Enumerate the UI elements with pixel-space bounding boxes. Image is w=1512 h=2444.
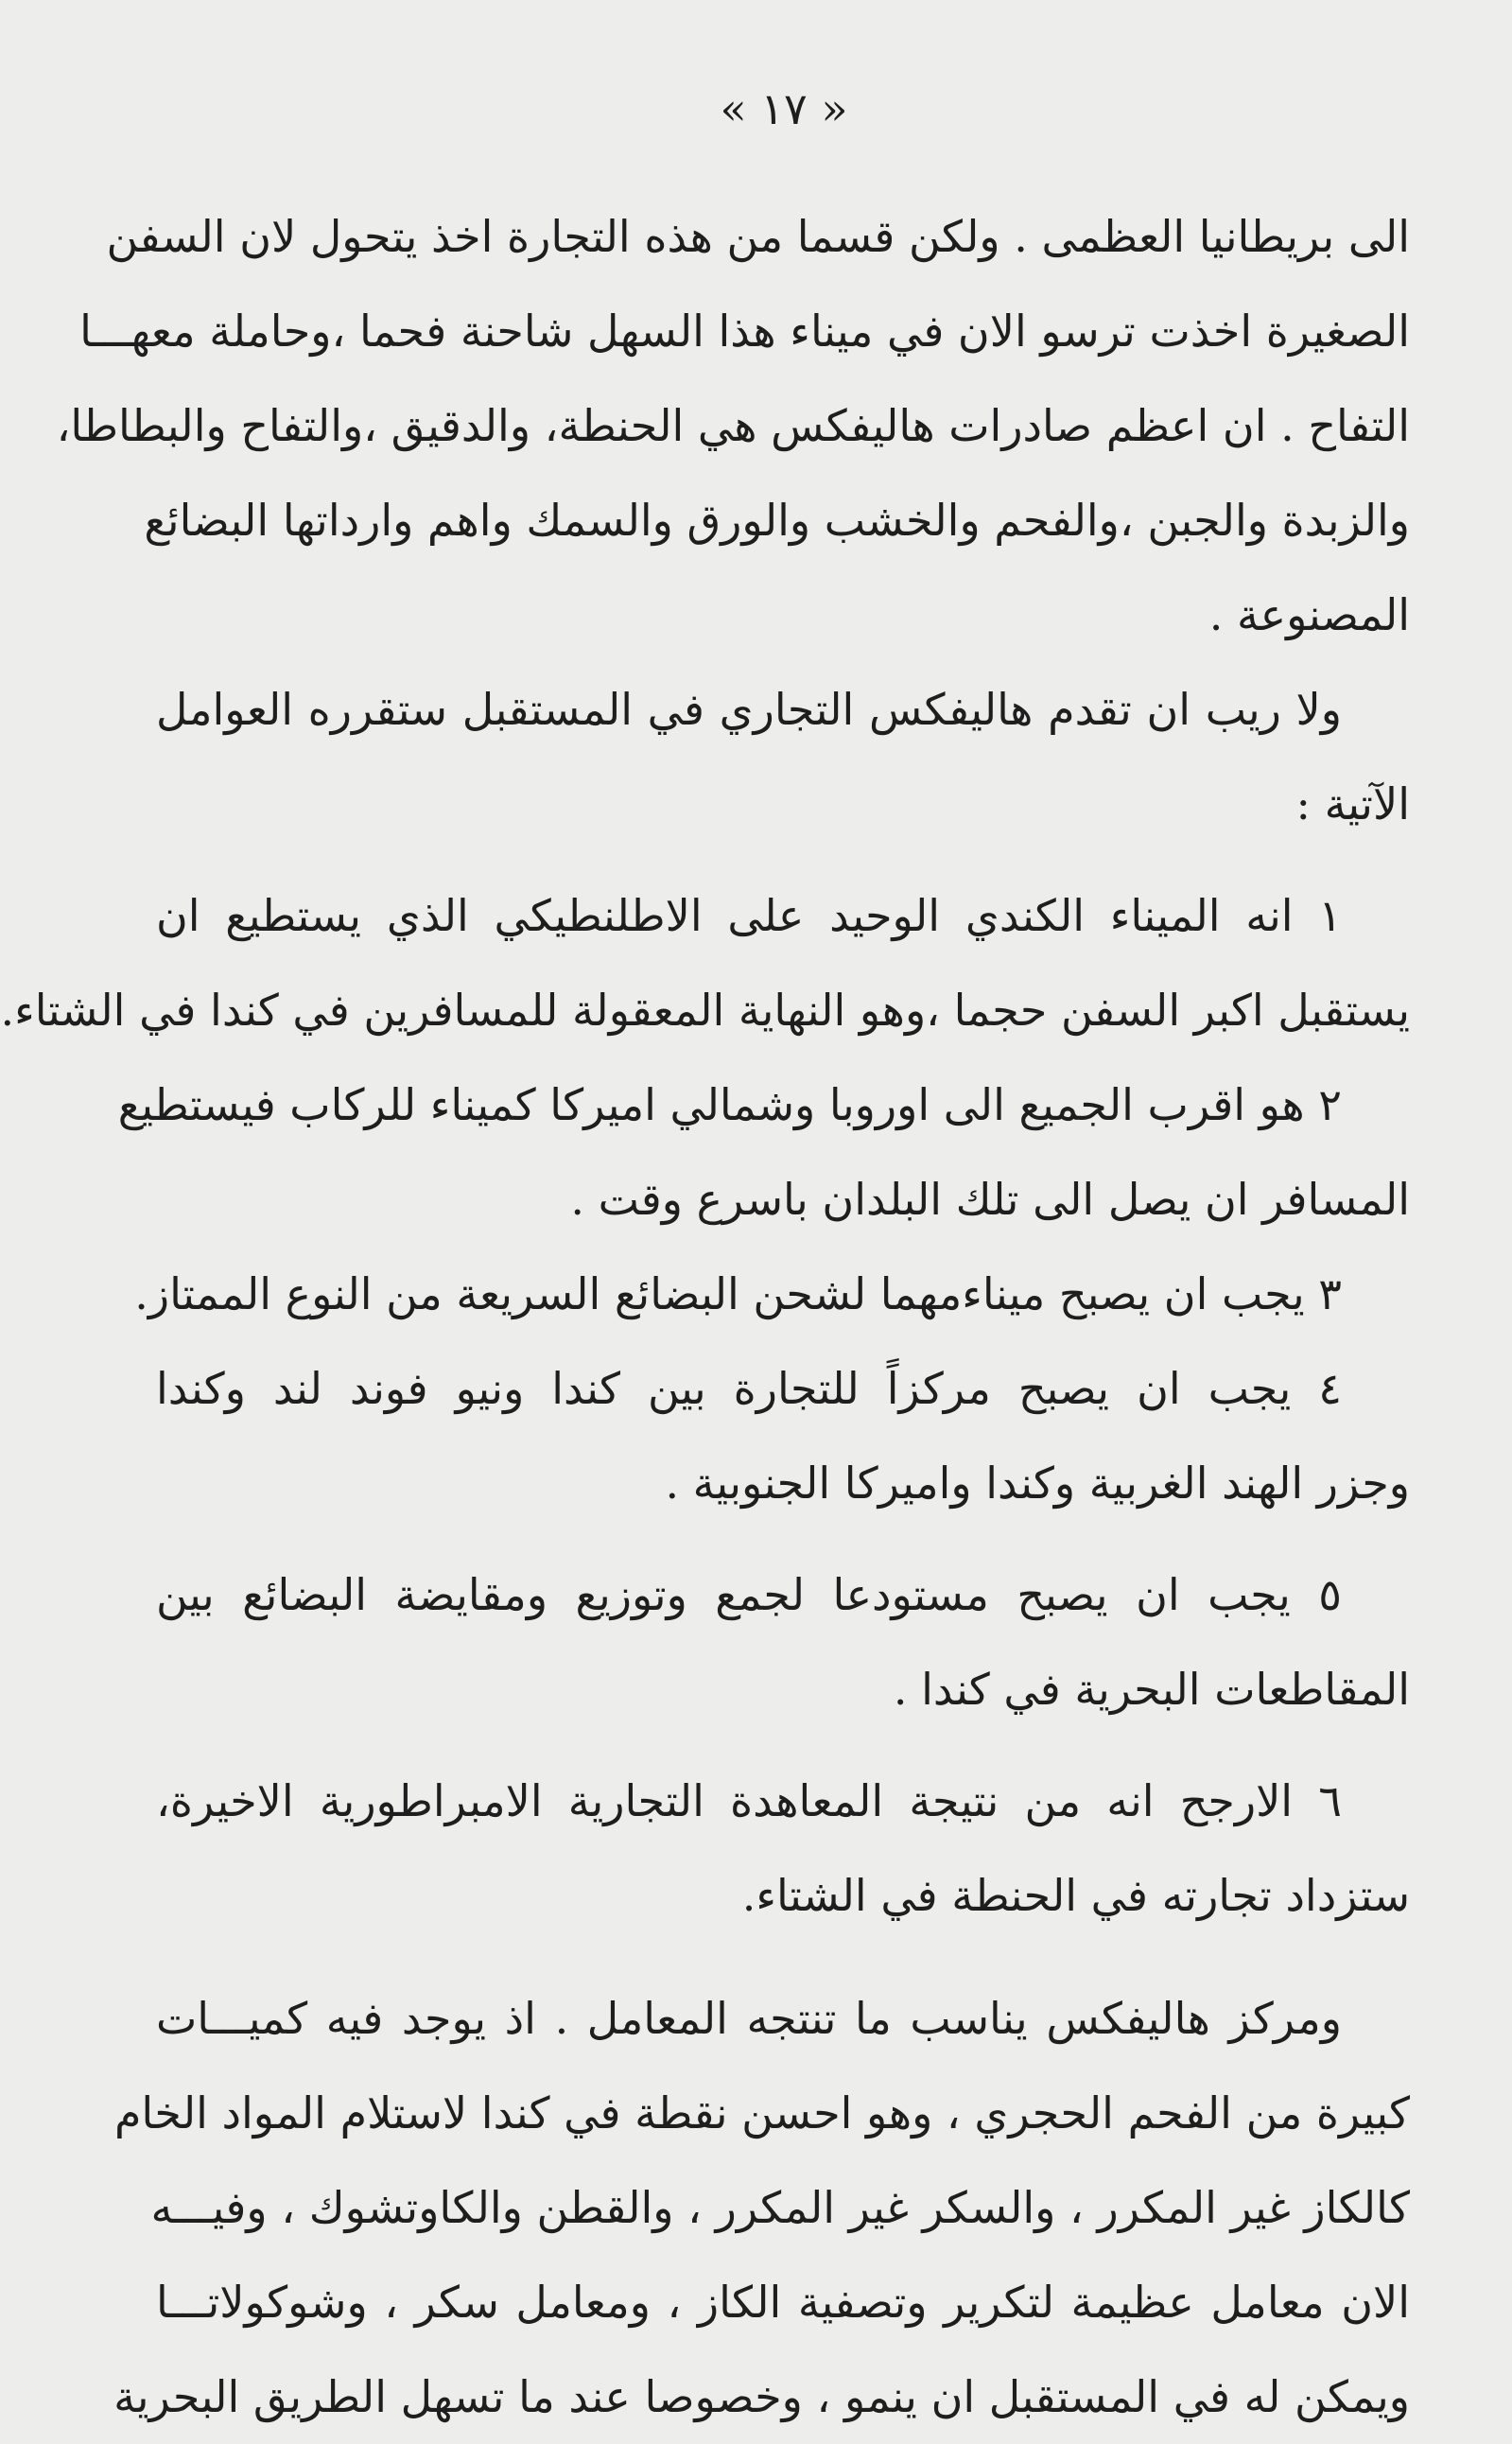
paragraph-industry	[113, 1971, 1410, 2444]
text-line: وجزر الهند الغربية وكندا واميركا الجنوبية .	[665, 1458, 1410, 1509]
text-line: ومركز هاليفكس يناسب ما تنتجه المعامل . اذ يوجد فيه كميـــات	[156, 1993, 1342, 2044]
text-line: كالكاز غير المكرر ، والسكر غير المكرر ، والقطن والكاوتشوك ، وفيـــه	[150, 2182, 1410, 2233]
text-line: يستقبل اكبر السفن حجما ،وهو النهاية المعقولة للمسافرين في كندا في الشتاء.	[0, 985, 1410, 1036]
text-line: ٥ يجب ان يصبح مستودعا لجمع وتوزيع ومقايضة البضائع بين	[156, 1569, 1342, 1620]
text-line: الان معامل عظيمة لتكرير وتصفية الكاز ، ومعامل سكر ، وشوكولاتـــا	[156, 2277, 1410, 2328]
text-line: الصغيرة اخذت ترسو الان في ميناء هذا السهل شاحنة فحما ،وحاملة معهـــا	[79, 306, 1410, 357]
factor-item-2	[117, 1057, 1410, 1247]
text-line: التفاح . ان اعظم صادرات هاليفكس هي الحنطة، والدقيق ،والتفاح والبطاطا،	[56, 400, 1410, 451]
text-line: ويمكن له في المستقبل ان ينمو ، وخصوصا عند ما تسهل الطريق البحرية	[113, 2371, 1410, 2422]
text-line: الآتية :	[1295, 778, 1410, 829]
text-line: المقاطعات البحرية في كندا .	[893, 1664, 1410, 1715]
page-body	[0, 189, 1410, 2444]
text-line: والزبدة والجبن ،والفحم والخشب والورق والسمك واهم وارداتها البضائع	[144, 495, 1410, 546]
text-line: ٢ هو اقرب الجميع الى اوروبا وشمالي اميركا كميناء للركاب فيستطيع	[117, 1079, 1342, 1130]
text-line: الى بريطانيا العظمى . ولكن قسما من هذه التجارة اخذ يتحول لان السفن	[106, 211, 1410, 262]
factor-item-6	[156, 1754, 1410, 1943]
text-line: المصنوعة .	[1208, 589, 1410, 640]
factor-item-1	[0, 868, 1410, 1057]
text-line: المسافر ان يصل الى تلك البلدان باسرع وقت .	[570, 1174, 1410, 1225]
text-line: ١ انه الميناء الكندي الوحيد على الاطلنطيكي الذي يستطيع ان	[156, 890, 1342, 941]
factor-item-3	[134, 1247, 1410, 1341]
paragraph-exports	[56, 189, 1410, 662]
text-line: ٤ يجب ان يصبح مركزاً للتجارة بين كندا ونيو فوند لند وكندا	[156, 1363, 1342, 1414]
factor-item-4	[156, 1341, 1410, 1530]
text-line: ٣ يجب ان يصبح ميناءمهما لشحن البضائع السريعة من النوع الممتاز.	[134, 1268, 1342, 1319]
text-line: ولا ريب ان تقدم هاليفكس التجاري في المستقبل ستقرره العوامل	[156, 684, 1342, 735]
text-line: ٦ الارجح انه من نتيجة المعاهدة التجارية الامبراطورية الاخيرة،	[156, 1775, 1342, 1826]
text-line: كبيرة من الفحم الحجري ، وهو احسن نقطة في كندا لاستلام المواد الخام	[113, 2087, 1410, 2138]
text-line: ستزداد تجارته في الحنطة في الشتاء.	[741, 1870, 1410, 1921]
paragraph-factors-intro	[156, 662, 1410, 851]
page-number: « ١٧ »	[720, 83, 848, 134]
factor-item-5	[156, 1547, 1410, 1737]
